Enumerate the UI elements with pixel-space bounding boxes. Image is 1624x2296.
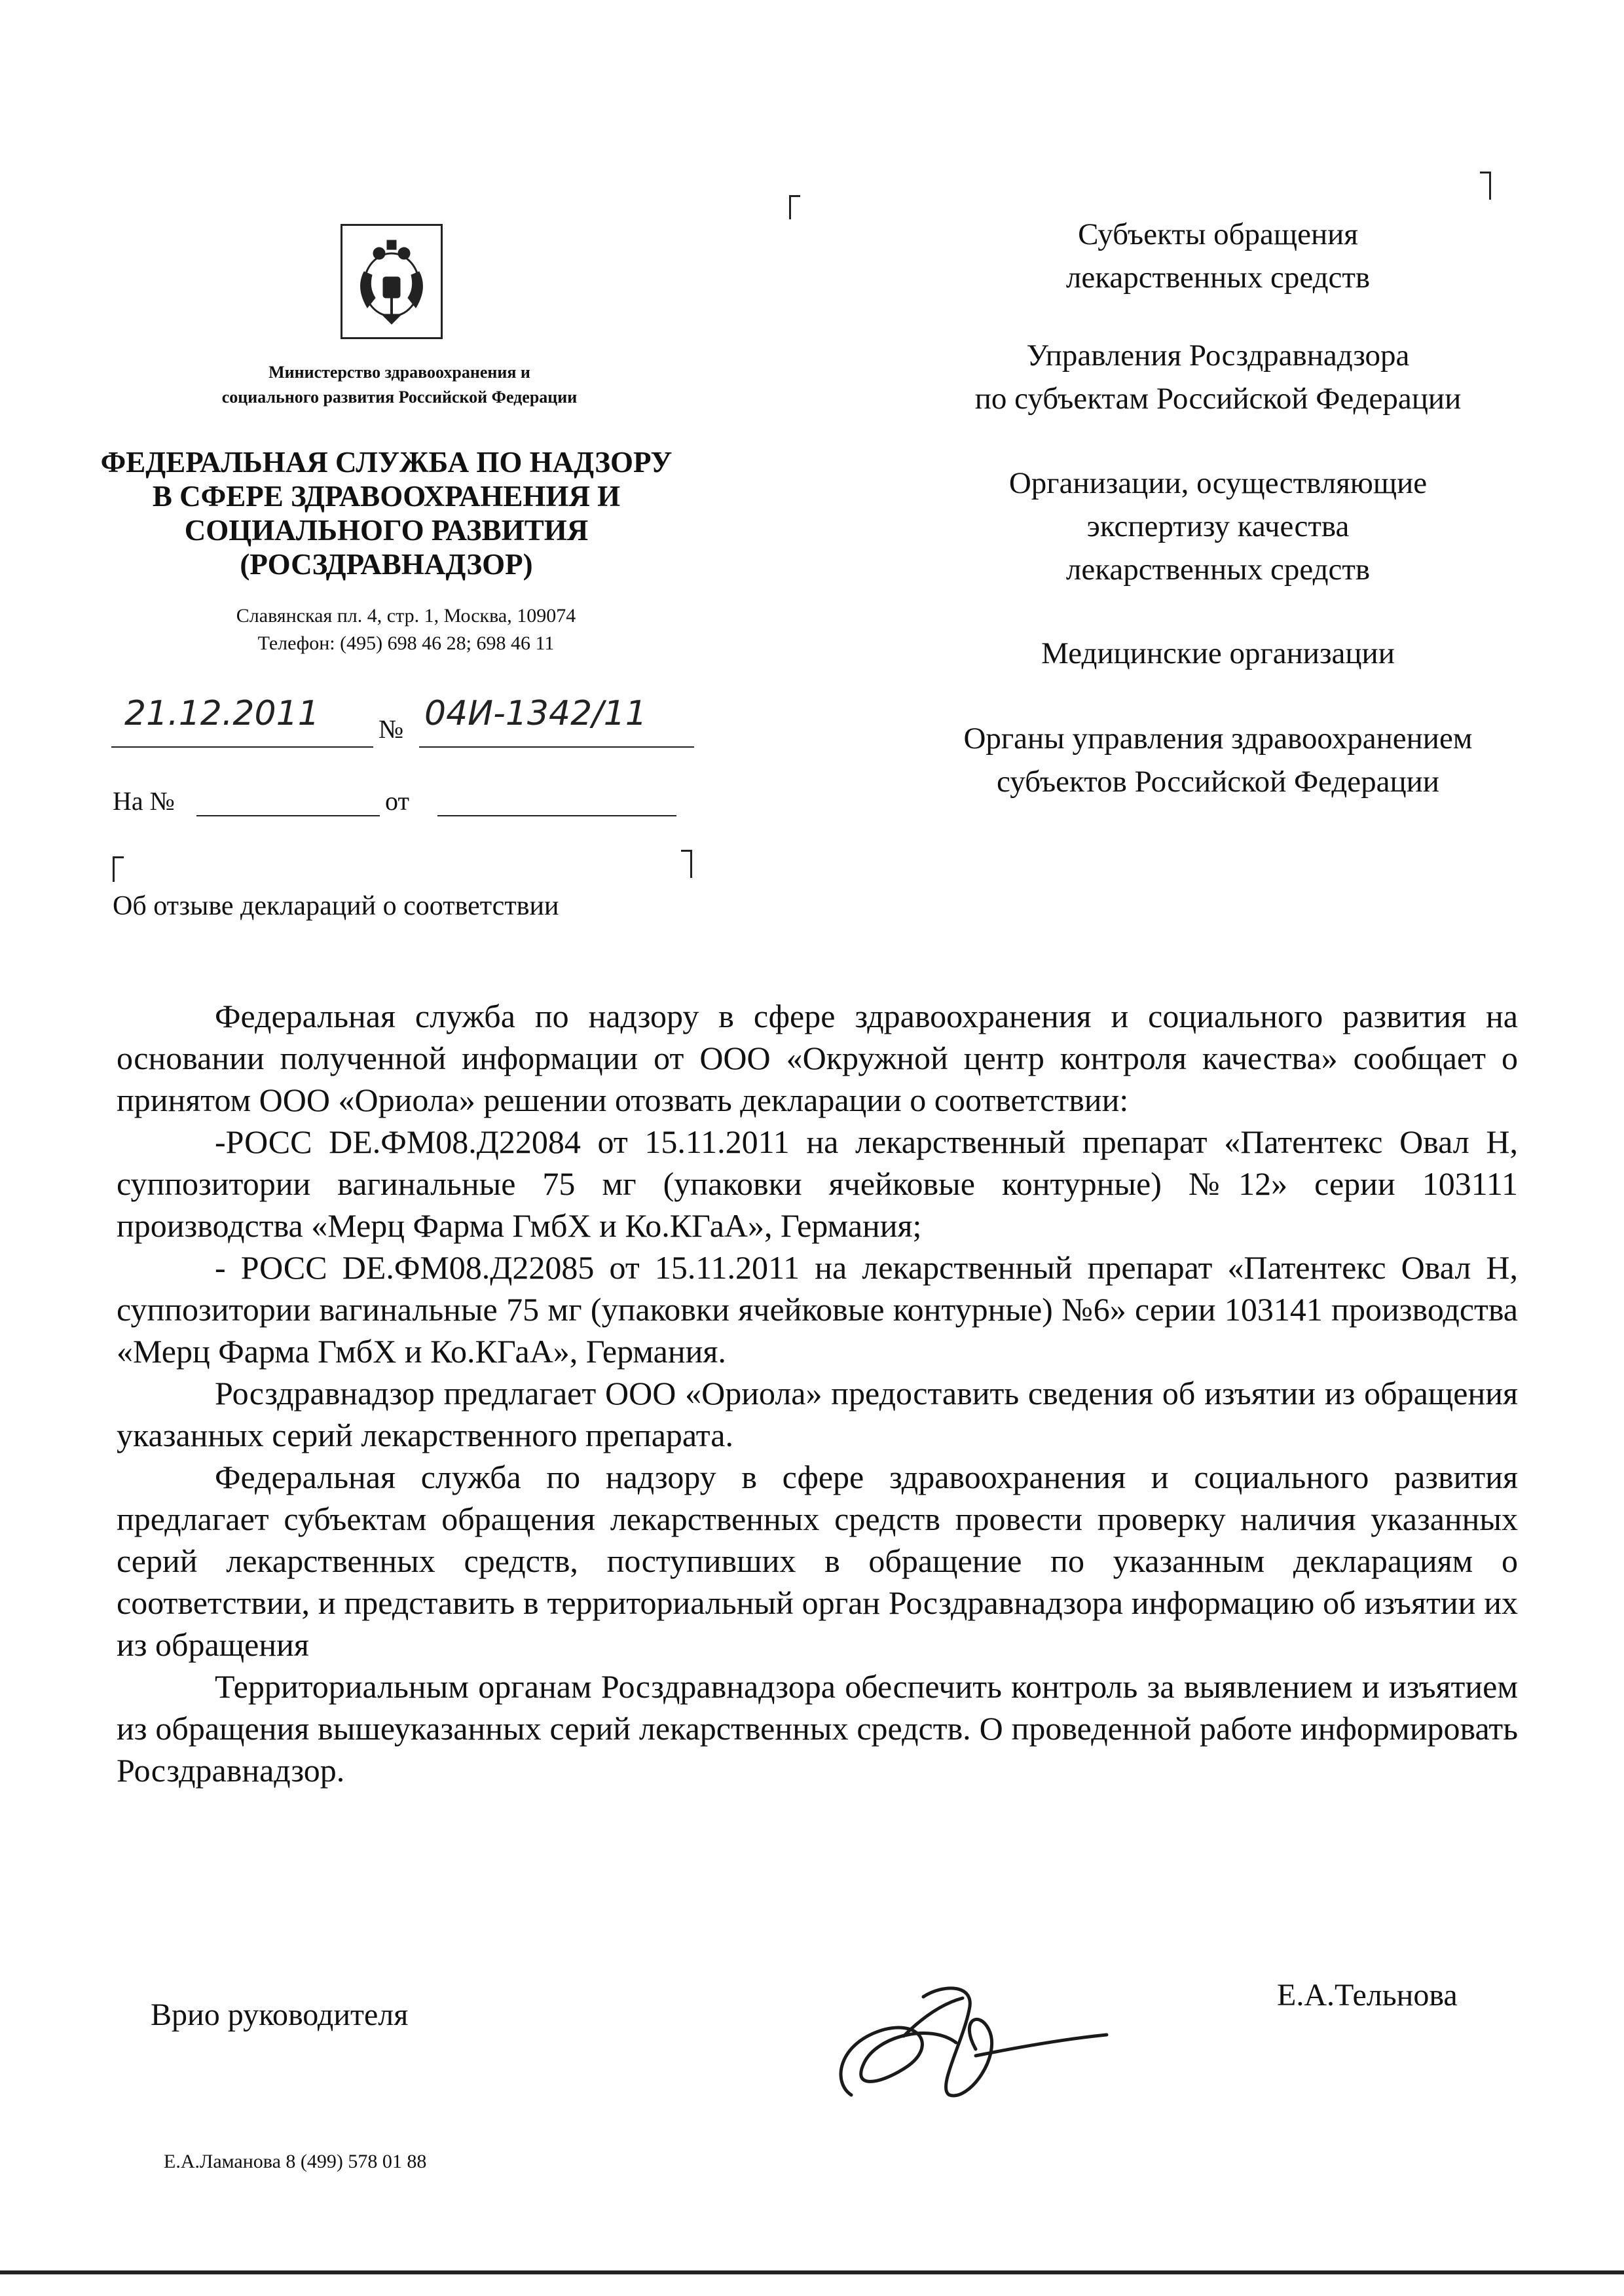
service-title-line-2: В СФЕРЕ ЗДРАВООХРАНЕНИЯ И <box>152 480 621 513</box>
date-underline <box>111 746 373 748</box>
recipient-1 <box>877 213 1559 299</box>
bottom-rule <box>0 2270 1624 2274</box>
registration-date: 21.12.2011 <box>124 694 320 733</box>
recipient-3 <box>877 462 1559 591</box>
reference-from-label: от <box>385 786 409 816</box>
service-title <box>79 445 694 581</box>
body-paragraph-declaration-2: - РОСС DE.ФМ08.Д22085 от 15.11.2011 на лекарственный препарат «Патентекс Овал Н, суппозитории вагинальные 75 мг (упаковки ячейковые контурные) №6» серии 103141 производства «Мерц Фарма ГмбХ и Ко.КГаА», Германия. <box>117 1249 1518 1370</box>
recipient-line: субъектов Российской Федерации <box>997 765 1439 799</box>
emblem-frame <box>341 224 443 339</box>
recipient-line: Управления Росздравнадзора <box>1026 338 1410 373</box>
recipient-line: Органы управления здравоохранением <box>963 721 1473 756</box>
registration-number: 04И-1342/11 <box>424 694 647 733</box>
recipient-line: лекарственных средств <box>1065 553 1371 587</box>
recipient-5 <box>877 717 1559 803</box>
reference-date-blank <box>437 815 676 816</box>
recipient-line: Медицинские организации <box>1041 636 1395 670</box>
body-paragraph-subjects: Федеральная служба по надзору в сфере здравоохранения и социального развития предлагает субъектам обращения лекарственных средств провести проверку наличия указанных серий лекарственных средств, поступивших в обращение по указанным декларациям о соответствии, и представить в территориальный орган Росздравнадзора информацию об изъятии их из обращения <box>117 1459 1518 1663</box>
number-underline <box>419 746 694 748</box>
corner-mark-top-left <box>789 195 800 219</box>
recipient-line: Субъекты обращения <box>1078 217 1358 251</box>
recipient-2 <box>877 334 1559 420</box>
service-title-line-1: ФЕДЕРАЛЬНАЯ СЛУЖБА ПО НАДЗОРУ <box>100 446 673 479</box>
corner-mark-top-right <box>1480 172 1491 200</box>
recipient-line: по субъектам Российской Федерации <box>974 382 1462 416</box>
reference-label: На № <box>113 786 175 816</box>
recipient-line: лекарственных средств <box>1065 261 1371 295</box>
signatory-name: Е.А.Тельнова <box>1277 1978 1458 2013</box>
recipient-line: экспертизу качества <box>1086 509 1350 543</box>
signatory-position: Врио руководителя <box>151 1997 409 2032</box>
recipient-line: Организации, осуществляющие <box>1008 466 1428 500</box>
body-paragraph-territorial: Территориальным органам Росздравнадзора обеспечить контроль за выявлением и изъятием из обращения вышеуказанных серий лекарственных средств. О проведенной работе информировать Росздравнадзор. <box>117 1668 1518 1789</box>
handwritten-signature-icon <box>825 1958 1126 2118</box>
corner-mark-subject-left <box>113 856 124 882</box>
letter-subject: Об отзыве деклараций о соответствии <box>113 891 559 921</box>
body-paragraph-intro: Федеральная служба по надзору в сфере здравоохранения и социального развития на основании полученной информации от ООО «Окружной центр контроля качества» сообщает о принятом ООО «Ориола» решении отозвать декларации о соответствии: <box>117 998 1518 1118</box>
letter-body <box>117 995 1518 1791</box>
service-title-line-3: СОЦИАЛЬНОГО РАЗВИТИЯ <box>184 514 589 547</box>
ministry-line-1: Министерство здравоохранения и <box>268 363 530 382</box>
body-paragraph-declaration-1: -РОСС DE.ФМ08.Д22084 от 15.11.2011 на лекарственный препарат «Патентекс Овал Н, суппозитории вагинальные 75 мг (упаковки ячейковые контурные) №12» серии 103111 производства «Мерц Фарма ГмбХ и Ко.КГаА», Германия; <box>117 1123 1518 1244</box>
corner-mark-subject-right <box>681 850 692 878</box>
ministry-name <box>138 360 661 410</box>
address-line: Славянская пл. 4, стр. 1, Москва, 109074 <box>236 605 576 627</box>
phone-line: Телефон: (495) 698 46 28; 698 46 11 <box>257 632 555 654</box>
reference-number-blank <box>196 815 380 816</box>
coat-of-arms-icon <box>342 226 441 337</box>
number-label: № <box>378 714 404 744</box>
service-title-line-4: (РОСЗДРАВНАДЗОР) <box>240 548 533 581</box>
executor-contact: Е.А.Ламанова 8 (499) 578 01 88 <box>164 2151 427 2172</box>
recipient-4 <box>877 632 1559 675</box>
service-address <box>105 602 707 657</box>
ministry-line-2: социального развития Российской Федерации <box>221 388 578 407</box>
body-paragraph-oriola: Росздравнадзор предлагает ООО «Ориола» предоставить сведения об изъятии из обращения указанных серий лекарственного препарата. <box>117 1375 1518 1453</box>
